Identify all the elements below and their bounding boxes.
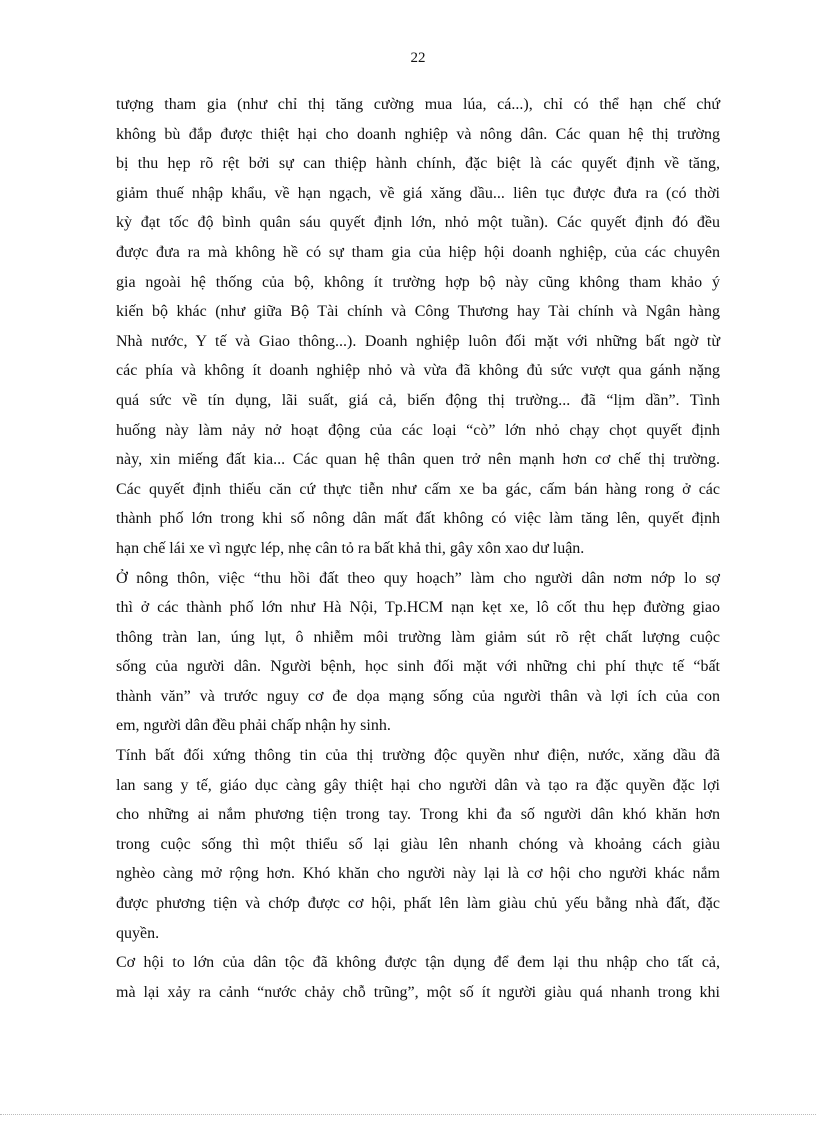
text-line: thành văn” và trước nguy cơ đe dọa mạng sống của người thân và lợi ích của con <box>116 687 720 705</box>
text-line: quyền. <box>116 924 160 942</box>
text-line: bị thu hẹp rõ rệt bởi sự can thiệp hành chính, đặc biệt là các quyết định về tăng, <box>116 155 720 173</box>
text-line: Các quyết định thiếu căn cứ thực tiễn như cấm xe ba gác, cấm bán hàng rong ở các <box>116 480 720 498</box>
page-number: 22 <box>410 50 426 66</box>
body-text <box>116 90 720 1007</box>
text-line: sống của người dân. Người bệnh, học sinh đối mặt với những chi phí thực tế “bất <box>116 658 720 676</box>
text-line: gia ngoài hệ thống của bộ, không ít trường hợp bộ này cũng không tham khảo ý <box>116 273 720 291</box>
text-line: không bù đắp được thiệt hại cho doanh nghiệp và nông dân. Các quan hệ thị trường <box>116 125 720 143</box>
text-line: hạn chế lái xe vì ngực lép, nhẹ cân tỏ ra bất khả thi, gây xôn xao dư luận. <box>116 539 585 557</box>
page-bottom-border <box>0 1114 816 1115</box>
text-line: thành phố lớn trong khi số nông dân mất đất không có việc làm tăng lên, quyết định <box>116 510 720 528</box>
text-line: trong cuộc sống thì một thiểu số lại giàu lên nhanh chóng và khoảng cách giàu <box>116 835 720 853</box>
text-line: các phía và không ít doanh nghiệp nhỏ và vừa đã không đủ sức vượt qua gánh nặng <box>116 362 720 380</box>
text-line: Nhà nước, Y tế và Giao thông...). Doanh nghiệp luôn đối mặt với những bất ngờ từ <box>116 332 720 350</box>
text-line: cho những ai nắm phương tiện trong tay. Trong khi đa số người dân khó khăn hơn <box>116 806 720 824</box>
text-line: nghèo càng mở rộng hơn. Khó khăn cho người này lại là cơ hội cho người khác nắm <box>116 865 720 883</box>
text-line: Cơ hội to lớn của dân tộc đã không được tận dụng để đem lại thu nhập cho tất cả, <box>116 954 720 972</box>
text-line: kỳ đạt tốc độ bình quân sáu quyết định lớn, nhỏ một tuần). Các quyết định đó đều <box>116 214 720 232</box>
text-line: mà lại xảy ra cảnh “nước chảy chỗ trũng”, một số ít người giàu quá nhanh trong khi <box>116 983 720 1001</box>
text-line: Tính bất đối xứng thông tin của thị trường độc quyền như điện, nước, xăng dầu đã <box>116 747 720 765</box>
text-line: quá sức về tín dụng, lãi suất, giá cả, biến động thị trường... đã “lịm dần”. Tình <box>116 391 720 409</box>
text-line: được đưa ra mà không hề có sự tham gia của hiệp hội doanh nghiệp, của các chuyên <box>116 243 720 261</box>
text-line: huống này làm nảy nở hoạt động của các loại “cò” lớn nhỏ chạy chọt quyết định <box>116 421 720 439</box>
text-line: Ở nông thôn, việc “thu hồi đất theo quy hoạch” làm cho người dân nơm nớp lo sợ <box>116 569 720 587</box>
text-line: tượng tham gia (như chỉ thị tăng cường mua lúa, cá...), chỉ có thể hạn chế chứ <box>116 96 720 113</box>
text-line: em, người dân đều phải chấp nhận hy sinh. <box>116 717 391 735</box>
text-line: được phương tiện và chớp được cơ hội, phất lên làm giàu chủ yếu bằng nhà đất, đặc <box>116 895 720 913</box>
text-line: giảm thuế nhập khẩu, về hạn ngạch, về giá xăng dầu... liên tục được đưa ra (có thời <box>116 184 720 202</box>
text-line: kiến bộ khác (như giữa Bộ Tài chính và Công Thương hay Tài chính và Ngân hàng <box>116 303 720 321</box>
text-line: lan sang y tế, giáo dục càng gây thiệt hại cho người dân và tạo ra đặc quyền đặc lợi <box>116 776 720 794</box>
text-line: thì ở các thành phố lớn như Hà Nội, Tp.HCM nạn kẹt xe, lô cốt thu hẹp đường giao <box>116 599 720 617</box>
text-line: thông tràn lan, úng lụt, ô nhiễm môi trường làm giảm sút rõ rệt chất lượng cuộc <box>116 628 720 646</box>
text-line: này, xin miếng đất kia... Các quan hệ thân quen trở nên mạnh hơn cơ chế thị trường. <box>116 451 720 469</box>
